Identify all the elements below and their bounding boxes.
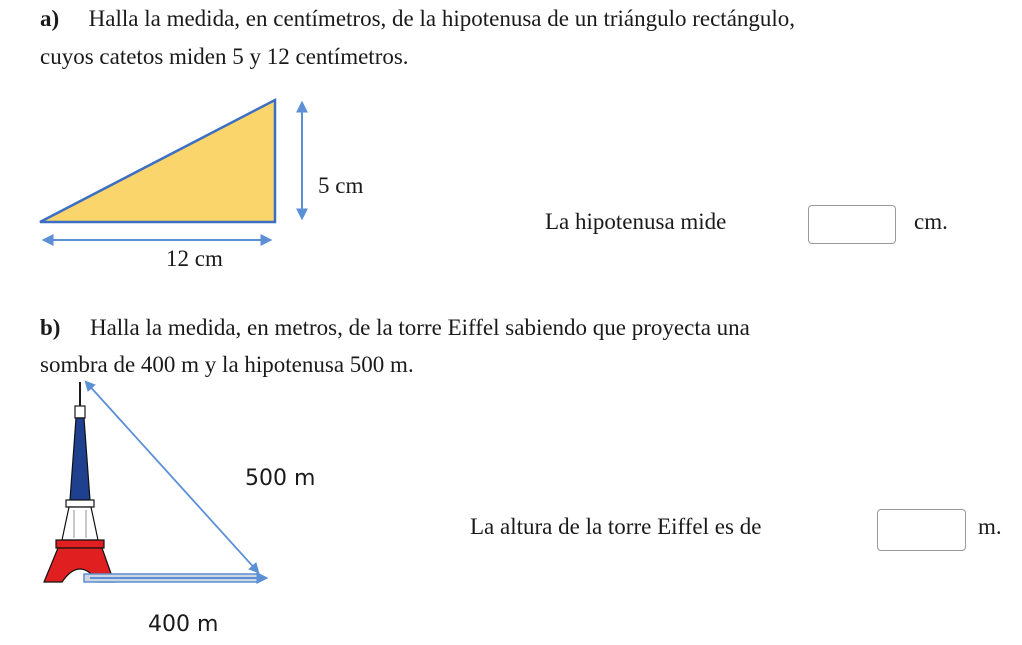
question-b-letter: b) [40,315,61,340]
answer-b-input[interactable] [877,509,966,551]
base-label: 400 m [148,612,219,637]
answer-b-unit: m. [978,514,1002,539]
question-a-line2: cuyos catetos miden 5 y 12 centímetros. [40,44,409,69]
question-a-letter: a) [40,6,60,31]
horizontal-side-label: 12 cm [166,246,223,271]
question-b-line1: Halla la medida, en metros, de la torre Eiffel sabiendo que proyecta una [89,315,750,340]
answer-b-prefix: La altura de la torre Eiffel es de [470,514,762,539]
hypotenuse-line [86,382,258,572]
answer-a-prefix: La hipotenusa mide [545,209,727,234]
answer-a-unit: cm. [914,209,948,234]
question-a-line1: Halla la medida, en centímetros, de la hipotenusa de un triángulo rectángulo, [88,6,796,31]
vertical-side-label: 5 cm [318,173,364,198]
eiffel-tower-icon [44,382,114,582]
hypotenuse-label: 500 m [245,466,316,491]
question-b-line2: sombra de 400 m y la hipotenusa 500 m. [40,352,414,377]
